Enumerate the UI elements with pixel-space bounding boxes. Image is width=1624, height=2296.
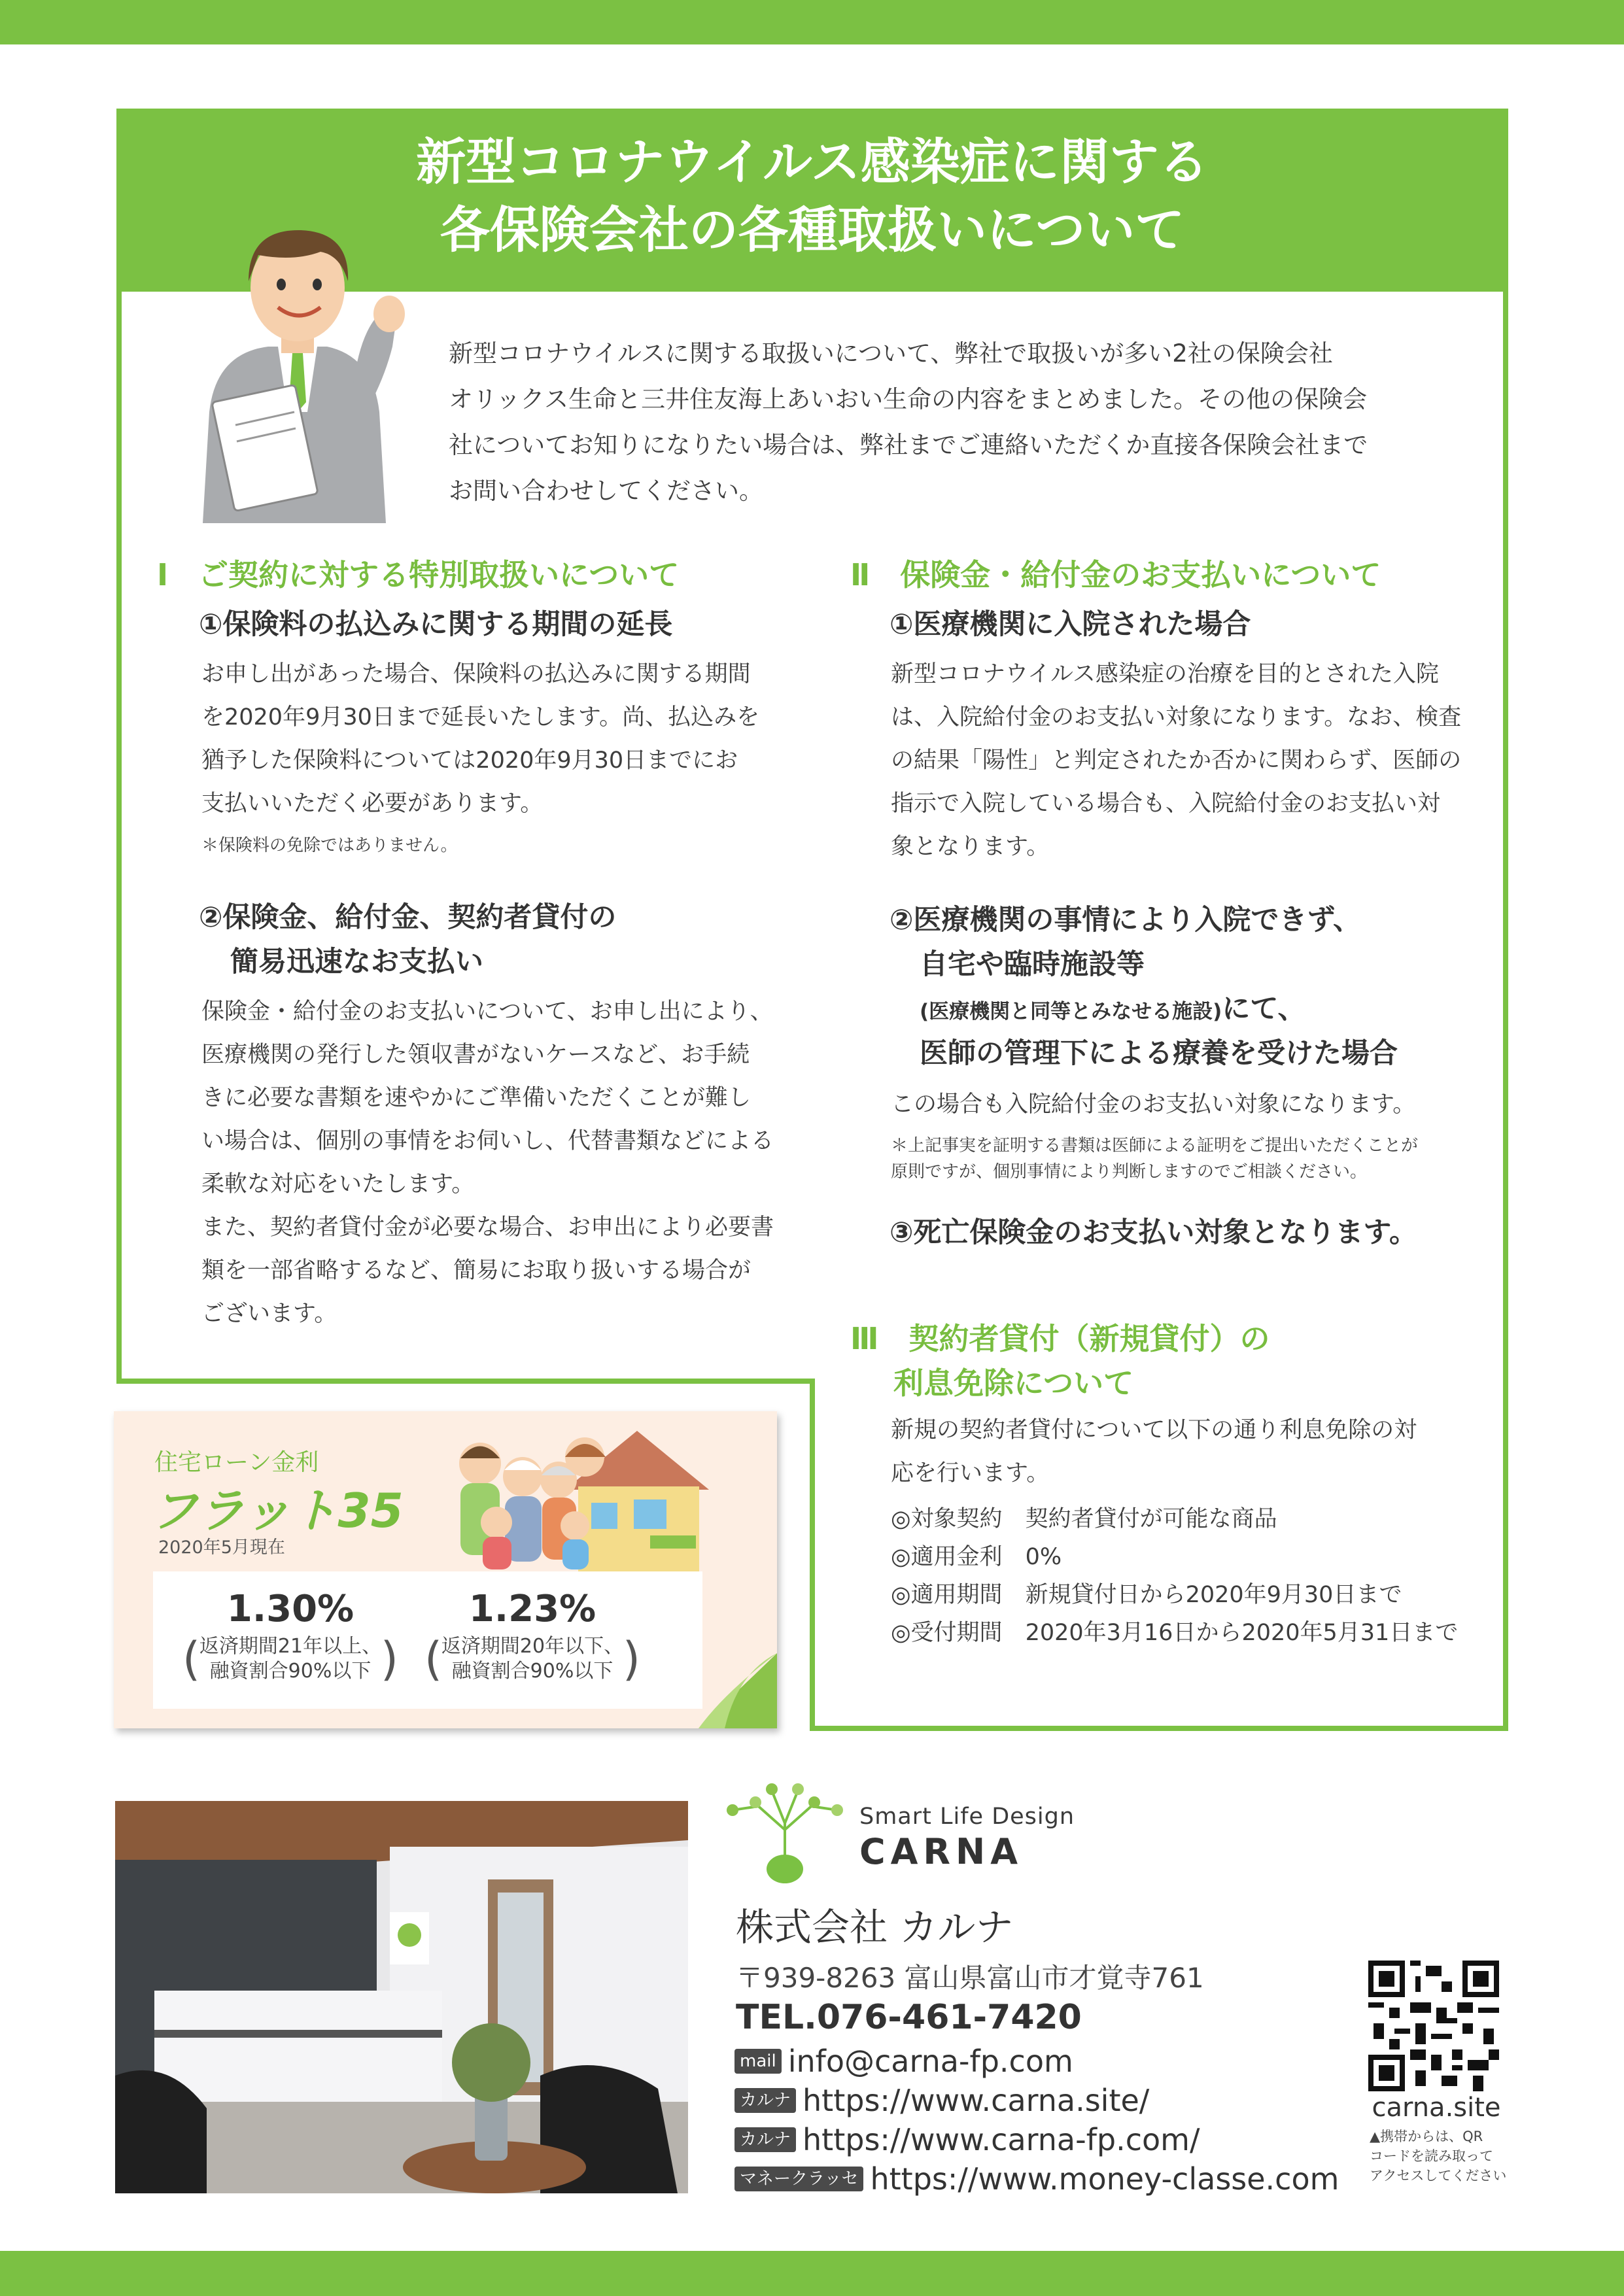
body-line: また、契約者貸付金が必要な場合、お申出により必要書	[201, 1214, 774, 1241]
intro-line: オリックス生命と三井住友海上あいおい生命の内容をまとめました。その他の保険会	[449, 385, 1368, 413]
page-curl-decoration	[699, 1653, 777, 1728]
contact-site-row-2	[734, 2121, 1200, 2158]
detail-label: ◎適用金利	[891, 1544, 1003, 1570]
carna-tag: カルナ	[734, 2088, 796, 2113]
title-suffix: にて、	[1222, 993, 1306, 1025]
bottom-green-bar	[0, 2251, 1624, 2296]
detail-row	[891, 1614, 1493, 1652]
qr-note-line: コードを読み取って	[1370, 2148, 1493, 2164]
body-line: は、入院給付金のお支払い対象になります。なお、検査	[891, 704, 1462, 730]
section1-item2-title-2: 簡易迅速なお支払い	[230, 946, 483, 978]
intro-paragraph	[449, 331, 1469, 514]
money-classe-tag: マネークラッセ	[734, 2167, 863, 2191]
body-line: 保険金・給付金のお支払いについて、お申し出により、	[201, 999, 773, 1025]
rate-conditions	[430, 1634, 635, 1684]
facility-note: (医療機関と同等とみなせる施設)	[920, 1000, 1222, 1023]
qr-caption: carna.site	[1372, 2093, 1501, 2123]
section2-item2-title-1: ②医療機関の事情により入院できず、	[890, 904, 1361, 936]
section1-item1-body	[201, 653, 790, 825]
intro-line: お問い合わせしてください。	[449, 477, 763, 505]
rate-condition-line: 融資割合90%以下	[451, 1660, 613, 1683]
detail-row	[891, 1538, 1493, 1576]
detail-label: ◎受付期間	[891, 1620, 1003, 1646]
section3-heading-2: 利息免除について	[893, 1365, 1134, 1401]
section2-item1-title: ①医療機関に入院された場合	[890, 608, 1251, 641]
detail-row	[891, 1576, 1493, 1614]
qr-note	[1370, 2127, 1520, 2185]
note-line: ＊上記事実を証明する書類は医師による証明をご提出いただくことが	[891, 1136, 1419, 1156]
detail-row	[891, 1500, 1493, 1538]
qr-note-line: ▲携帯からは、QR	[1370, 2129, 1483, 2144]
businessman-illustration	[196, 216, 419, 523]
section2-item3-title: ③死亡保険金のお支払い対象となります。	[890, 1216, 1417, 1249]
section2-item2-body: この場合も入院給付金のお支払い対象になります。	[891, 1091, 1416, 1118]
office-photo	[115, 1801, 688, 2193]
family-house-illustration	[434, 1418, 716, 1571]
company-address: 〒939-8263 富山県富山市才覚寺761	[736, 1962, 1204, 1994]
body-line: を2020年9月30日まで延長いたします。尚、払込みを	[201, 704, 760, 730]
body-line: きに必要な書類を速やかにご準備いただくことが難し	[201, 1085, 752, 1111]
body-line: 類を一部省略するなど、簡易にお取り扱いする場合が	[201, 1258, 752, 1284]
body-line: 柔軟な対応をいたします。	[201, 1171, 475, 1197]
rate-value: 1.30%	[226, 1588, 354, 1630]
section3-details	[891, 1500, 1493, 1652]
rate-condition-line: 融資割合90%以下	[209, 1660, 371, 1683]
detail-label: ◎対象契約	[891, 1506, 1003, 1532]
rate-condition-line: ( 返済期間20年以下、	[441, 1635, 624, 1658]
brand-tagline: Smart Life Design	[859, 1804, 1075, 1830]
detail-label: ◎適用期間	[891, 1582, 1003, 1608]
flat35-date: 2020年5月現在	[158, 1537, 285, 1558]
section2-item1-body	[891, 653, 1479, 868]
email-link[interactable]: info@carna-fp.com	[787, 2044, 1073, 2079]
company-tel: TEL.076-461-7420	[736, 1998, 1082, 2037]
body-line: の結果「陽性」と判定されたか否かに関わらず、医師の	[891, 747, 1462, 774]
detail-value: 2020年3月16日から2020年5月31日まで	[1025, 1620, 1459, 1646]
rate-conditions	[188, 1634, 393, 1684]
frame-border-step	[810, 1379, 815, 1731]
note-line: 原則ですが、個別事情により判断しますのでご相談ください。	[891, 1162, 1368, 1182]
section1-item1-note: ＊保険料の免除ではありません。	[201, 836, 458, 855]
intro-line: 新型コロナウイルスに関する取扱いについて、弊社で取扱いが多い2社の保険会社	[449, 339, 1333, 368]
rate-option-1	[179, 1585, 402, 1684]
body-line: 支払いいただく必要があります。	[201, 791, 544, 817]
top-green-bar	[0, 0, 1624, 44]
carna-tree-logo	[719, 1777, 850, 1892]
brand-name: CARNA	[859, 1831, 1023, 1872]
mail-tag: mail	[734, 2049, 782, 2074]
section2-item2-title-3	[920, 987, 1305, 1033]
body-line: 新型コロナウイルス感染症の治療を目的とされた入院	[891, 661, 1439, 687]
contact-site-row-3	[734, 2161, 1339, 2197]
section2-heading: Ⅱ 保険金・給付金のお支払いについて	[850, 557, 1381, 592]
section3-body	[891, 1409, 1479, 1495]
qr-note-line: アクセスしてください	[1370, 2168, 1507, 2184]
carna-fp-link[interactable]: https://www.carna-fp.com/	[803, 2122, 1200, 2157]
contact-site-row-1	[734, 2082, 1149, 2119]
body-line: 象となります。	[891, 834, 1050, 860]
frame-border-bottom-right	[810, 1726, 1508, 1731]
rate-option-2	[421, 1585, 644, 1684]
section3-heading-1: Ⅲ 契約者貸付（新規貸付）の	[850, 1321, 1270, 1356]
body-line: 新規の契約者貸付について以下の通り利息免除の対	[891, 1417, 1417, 1443]
carna-tag: カルナ	[734, 2127, 796, 2152]
body-line: い場合は、個別の事情をお伺いし、代替書類などによる	[201, 1128, 774, 1154]
section1-item2-body	[201, 990, 790, 1335]
intro-line: 社についてお知りになりたい場合は、弊社までご連絡いただくか直接各保険会社まで	[449, 431, 1368, 459]
contact-email-row	[734, 2043, 1073, 2080]
body-line: ございます。	[201, 1301, 337, 1327]
section2-item2-title-2: 自宅や臨時施設等	[920, 948, 1145, 981]
frame-border-left	[116, 288, 122, 1384]
section2-item2-title-4: 医師の管理下による療養を受けた場合	[920, 1037, 1398, 1070]
body-line: 猶予した保険料については2020年9月30日までにお	[201, 747, 738, 774]
section1-item1-title: ①保険料の払込みに関する期間の延長	[199, 608, 673, 641]
detail-value: 契約者貸付が可能な商品	[1025, 1506, 1277, 1532]
body-line: 医療機関の発行した領収書がないケースなど、お手続	[201, 1042, 750, 1068]
frame-border-bottom-left	[116, 1379, 815, 1384]
flat35-banner	[114, 1411, 777, 1728]
flat35-rates-card	[153, 1571, 702, 1709]
detail-value: 0%	[1025, 1544, 1062, 1570]
section2-item2-note	[891, 1133, 1418, 1185]
frame-border-right	[1503, 288, 1508, 1731]
title-line-2: 各保険会社の各種取扱いについて	[440, 201, 1185, 259]
carna-site-link[interactable]: https://www.carna.site/	[803, 2083, 1150, 2118]
flat35-label: 住宅ローン金利	[154, 1449, 319, 1476]
qr-code[interactable]	[1368, 1961, 1499, 2091]
body-line: 指示で入院している場合も、入院給付金のお支払い対	[891, 791, 1441, 817]
rate-condition-line: ( 返済期間21年以上、	[199, 1635, 382, 1658]
title-line-1: 新型コロナウイルス感染症に関する	[416, 133, 1209, 191]
section1-heading: Ⅰ ご契約に対する特別取扱いについて	[157, 557, 680, 592]
detail-value: 新規貸付日から2020年9月30日まで	[1025, 1582, 1402, 1608]
section1-item2-title-1: ②保険金、給付金、契約者貸付の	[199, 901, 617, 934]
rate-value: 1.23%	[468, 1588, 596, 1630]
company-name: 株式会社 カルナ	[736, 1905, 1014, 1949]
body-line: 応を行います。	[891, 1460, 1050, 1486]
body-line: お申し出があった場合、保険料の払込みに関する期間	[201, 661, 751, 687]
flat35-title: フラット35	[150, 1483, 404, 1538]
money-classe-link[interactable]: https://www.money-classe.com	[870, 2161, 1339, 2197]
